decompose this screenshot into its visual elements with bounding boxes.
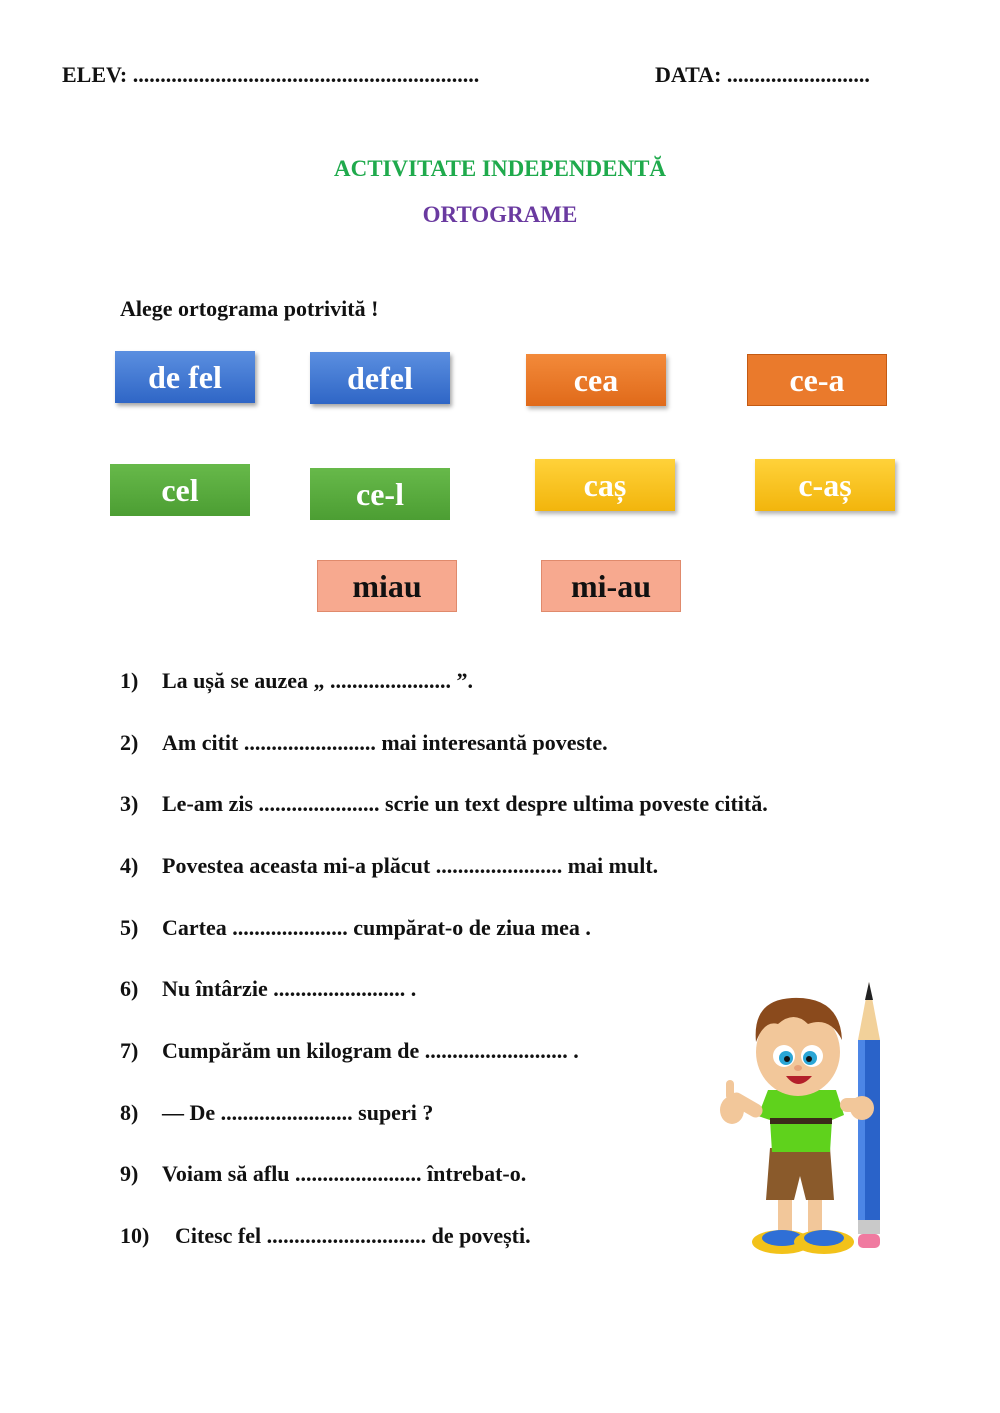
page-subtitle: ORTOGRAME — [422, 202, 578, 227]
option-chip-ce-l[interactable]: ce-l — [310, 468, 450, 520]
question-number: 3) — [120, 791, 139, 816]
option-chip-de-fel[interactable]: de fel — [115, 351, 255, 403]
question-item — [120, 1161, 526, 1187]
question-number: 9) — [120, 1161, 139, 1186]
question-item — [120, 1223, 531, 1249]
question-text: — De ........................ superi ? — [162, 1100, 434, 1125]
question-text: Le-am zis ...................... scrie un text despre ultima poveste citită. — [162, 791, 768, 816]
question-item — [120, 791, 768, 817]
page-title: ACTIVITATE INDEPENDENTĂ — [333, 156, 667, 181]
option-chip-ce-a[interactable]: ce-a — [747, 354, 887, 406]
instruction-text: Alege ortograma potrivită ! — [120, 296, 379, 321]
question-number: 2) — [120, 730, 139, 755]
question-number: 1) — [120, 668, 139, 693]
option-chip-miau[interactable]: miau — [317, 560, 457, 612]
question-item — [120, 976, 416, 1002]
option-chip-cel[interactable]: cel — [110, 464, 250, 516]
question-number: 8) — [120, 1100, 139, 1125]
option-chip-mi-au[interactable]: mi-au — [541, 560, 681, 612]
question-text: Cumpărăm un kilogram de .......................... . — [162, 1038, 579, 1063]
question-item — [120, 1100, 433, 1126]
question-item — [120, 915, 591, 941]
option-chip-cas[interactable]: caș — [535, 459, 675, 511]
question-item — [120, 853, 658, 879]
question-text: Am citit ........................ mai interesantă poveste. — [162, 730, 608, 755]
question-item — [120, 668, 473, 694]
student-name-field[interactable]: ELEV: ............................................................... — [62, 62, 480, 87]
option-chip-defel[interactable]: defel — [310, 352, 450, 404]
question-text: La ușă se auzea „ ...................... ”. — [162, 668, 474, 693]
question-number: 5) — [120, 915, 139, 940]
question-number: 4) — [120, 853, 139, 878]
question-number: 10) — [120, 1223, 150, 1248]
question-item — [120, 730, 608, 756]
boy-with-pencil-illustration — [712, 980, 912, 1275]
question-text: Citesc fel ............................. de povești. — [175, 1223, 531, 1248]
question-text: Voiam să aflu ....................... întrebat-o. — [162, 1161, 527, 1186]
question-text: Nu întârzie ........................ . — [162, 976, 417, 1001]
option-chip-cea[interactable]: cea — [526, 354, 666, 406]
option-chip-c-as[interactable]: c-aș — [755, 459, 895, 511]
question-item — [120, 1038, 579, 1064]
question-number: 7) — [120, 1038, 139, 1063]
question-text: Cartea ..................... cumpărat-o de ziua mea . — [162, 915, 591, 940]
date-field[interactable]: DATA: .......................... — [655, 62, 870, 87]
question-text: Povestea aceasta mi-a plăcut ....................... mai mult. — [162, 853, 659, 878]
question-number: 6) — [120, 976, 139, 1001]
